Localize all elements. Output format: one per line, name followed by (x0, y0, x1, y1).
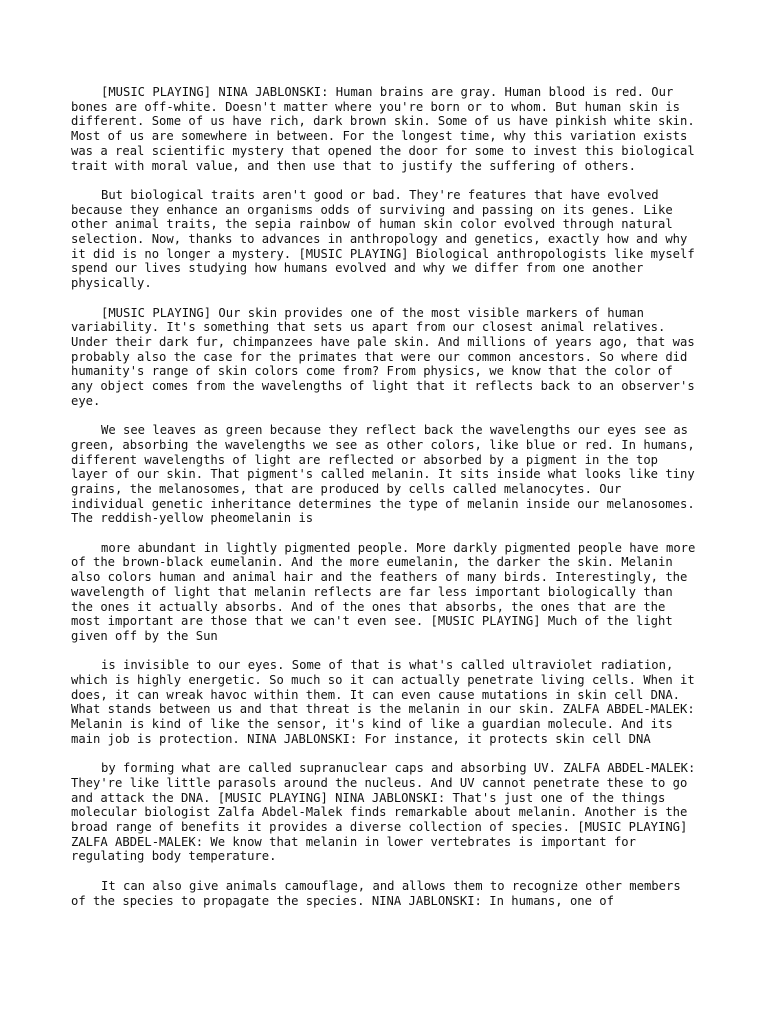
paragraph-8: It can also give animals camouflage, and allows them to recognize other members of the species to propagate the species. NINA JABLONSKI: In humans, one of (71, 878, 681, 908)
paragraph-1: [MUSIC PLAYING] NINA JABLONSKI: Human brains are gray. Human blood is red. Our bones are off-white. Doesn't matter where you're born or to whom. But human skin is different. Some of us have rich, dark brown skin. Some of us have pinkish white skin. Most of us are somewhere in between. For the longest time, why this variation exists was a real scientific mystery that opened the door for some to invest this biological trait with moral value, and then use that to justify the suffering of others. (71, 85, 695, 173)
paragraph-3: [MUSIC PLAYING] Our skin provides one of the most visible markers of human variability. It's something that sets us apart from our closest animal relatives. Under their dark fur, chimpanzees have pale skin. And millions of years ago, that was probably also the case for the primates that were our common ancestors. So where did humanity's range of skin colors come from? From physics, we know that the color of any object comes from the wavelengths of light that it reflects back to an observer's eye. (71, 305, 695, 408)
paragraph-5: more abundant in lightly pigmented people. More darkly pigmented people have more of the brown-black eumelanin. And the more eumelanin, the darker the skin. Melanin also colors human and animal hair and the feathers of many birds. Interestingly, the wavelength of light that melanin reflects are far less important biologically than the ones it actually absorbs. And of the ones that absorbs, the ones that are the most important are those that we can't even see. [MUSIC PLAYING] Much of the light given off by the Sun (71, 540, 696, 643)
paragraph-2: But biological traits aren't good or bad. They're features that have evolved because they enhance an organisms odds of surviving and passing on its genes. Like other animal traits, the sepia rainbow of human skin color evolved through natural selection. Now, thanks to advances in anthropology and genetics, exactly how and why it did is no longer a mystery. [MUSIC PLAYING] Biological anthropologists like myself spend our lives studying how humans evolved and why we differ from one another physically. (71, 187, 695, 291)
document-page (71, 85, 701, 923)
paragraph-4: We see leaves as green because they reflect back the wavelengths our eyes see as green, absorbing the wavelengths we see as other colors, like blue or red. In humans, different wavelengths of light are reflected or absorbed by a pigment in the top layer of our skin. That pigment's called melanin. It sits inside what looks like tiny grains, the melanosomes, that are produced by cells called melanocytes. Our individual genetic inheritance determines the type of melanin inside our melanosomes. The reddish-yellow pheomelanin is (71, 423, 695, 526)
paragraph-7: by forming what are called supranuclear caps and absorbing UV. ZALFA ABDEL-MALEK: They're like little parasols around the nucleus. And UV cannot penetrate these to go and attack the DNA. [MUSIC PLAYING] NINA JABLONSKI: That's just one of the things molecular biologist Zalfa Abdel-Malek finds remarkable about melanin. Another is the broad range of benefits it provides a diverse collection of species. [MUSIC PLAYING] ZALFA ABDEL-MALEK: We know that melanin in lower vertebrates is important for regulating body temperature. (71, 761, 696, 864)
paragraph-6: is invisible to our eyes. Some of that is what's called ultraviolet radiation, which is highly energetic. So much so it can actually penetrate living cells. When it does, it can wreak havoc within them. It can even cause mutations in skin cell DNA. What stands between us and that threat is the melanin in our skin. ZALFA ABDEL-MALEK: Melanin is kind of like the sensor, it's kind of like a guardian molecule. And its main job is protection. NINA JABLONSKI: For instance, it protects skin cell DNA (71, 658, 695, 746)
